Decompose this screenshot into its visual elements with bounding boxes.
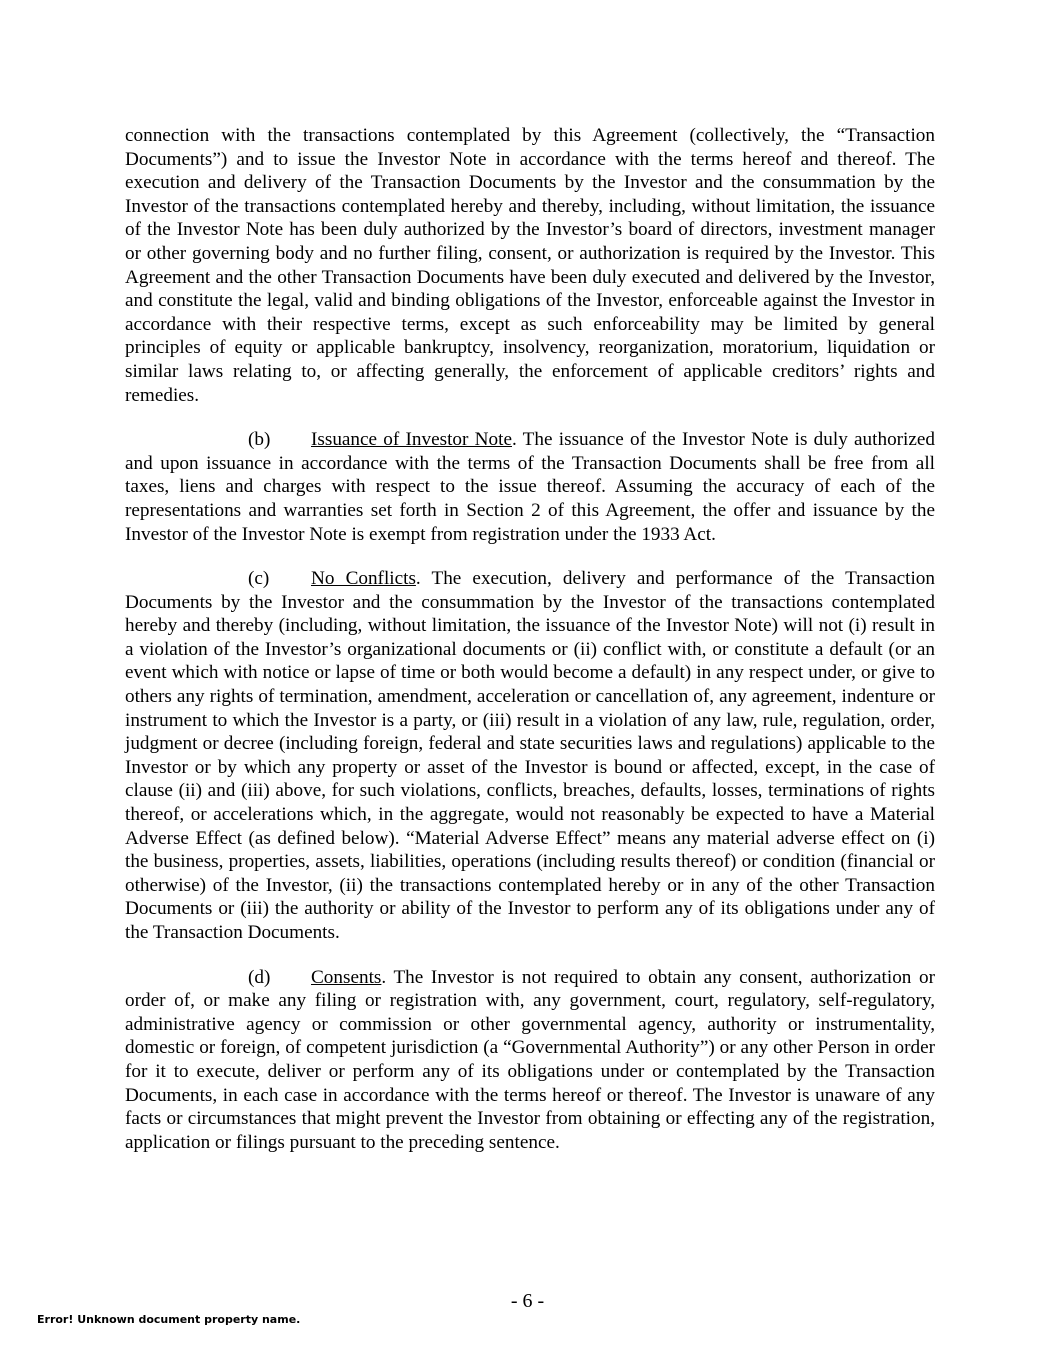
paragraph-text: connection with the transactions contemplated by this Agreement (collectively, the “Transaction Documents”) and to issue the Investor Note in accordance with the terms hereof and thereof. The execution and delivery of the Transaction Documents by the Investor and the consummation by the Investor of the transactions contemplated hereby and thereby, including, without limitation, the issuance of the Investor Note has been duly authorized by the Investor’s board of directors, investment manager or other governing body and no further filing, consent, or authorization is required by the Investor. This Agreement and the other Transaction Documents have been duly executed and delivered by the Investor, and constitute the legal, valid and binding obligations of the Investor, enforceable against the Investor in accordance with their respective terms, except as such enforceability may be limited by general principles of equity or applicable bankruptcy, insolvency, reorganization, moratorium, liquidation or similar laws relating to, or affecting generally, the enforcement of applicable creditors’ rights and remedies. xyxy=(125,125,935,406)
section-heading: Consents xyxy=(311,966,382,988)
paragraph-d xyxy=(125,966,935,1155)
section-number: (d) xyxy=(248,966,271,988)
paragraph-text: . The Investor is not required to obtain any consent, authorization or order of, or make any filing or registration with, any government, court, regulatory, self-regulatory, administrative agency or commission or other governmental agency, authority or instrumentality, domestic or foreign, of competent jurisdiction (a “Governmental Authority”) or any other Person in order for it to execute, deliver or perform any of its obligations under or contemplated by the Transaction Documents, in each case in accordance with the terms hereof or thereof. The Investor is unaware of any facts or circumstances that might prevent the Investor from obtaining or effecting any of the registration, application or filings pursuant to the preceding sentence. xyxy=(125,966,935,1153)
paragraph-text: . The execution, delivery and performance of the Transaction Documents by the Investor and the consummation by the Investor of the transactions contemplated hereby and thereby (including, without limitation, the issuance of the Investor Note) will not (i) result in a violation of the Investor’s organizational documents or (ii) conflict with, or constitute a default (or an event which with notice or lapse of time or both would become a default) in any respect under, or give to others any rights of termination, amendment, acceleration or cancellation of, any agreement, indenture or instrument to which the Investor is a party, or (iii) result in a violation of any law, rule, regulation, order, judgment or decree (including foreign, federal and state securities laws and regulations) applicable to the Investor or by which any property or asset of the Investor is bound or affected, except, in the case of clause (ii) and (iii) above, for such violations, conflicts, breaches, defaults, losses, terminations of rights thereof, or accelerations which, in the aggregate, would not reasonably be expected to have a Material Adverse Effect (as defined below). “Material Adverse Effect” means any material adverse effect on (i) the business, properties, assets, liabilities, operations (including results thereof) or condition (financial or otherwise) of the Investor, (ii) the transactions contemplated hereby or in any of the other Transaction Documents or (iii) the authority or ability of the Investor to perform any of its obligations under any of the Transaction Documents. xyxy=(125,568,935,943)
page-number: - 6 - xyxy=(510,1290,545,1312)
section-heading: No Conflicts xyxy=(311,568,416,590)
paragraph-text: . The issuance of the Investor Note is duly authorized and upon issuance in accordance with the terms of the Transaction Documents shall be free from all taxes, liens and charges with respect to the issue thereof. Assuming the accuracy of each of the representations and warranties set forth in Section 2 of this Agreement, the offer and issuance by the Investor of the Investor Note is exempt from registration under the 1933 Act. xyxy=(125,429,936,545)
paragraph-c xyxy=(125,567,935,945)
section-heading: Issuance of Investor Note xyxy=(311,429,512,451)
document-body xyxy=(125,124,935,1175)
paragraph-intro xyxy=(125,124,935,407)
section-number: (c) xyxy=(248,568,270,590)
paragraph-b xyxy=(125,428,935,546)
footer-error-text: Error! Unknown document property name. xyxy=(37,1313,301,1326)
section-number: (b) xyxy=(248,429,271,451)
